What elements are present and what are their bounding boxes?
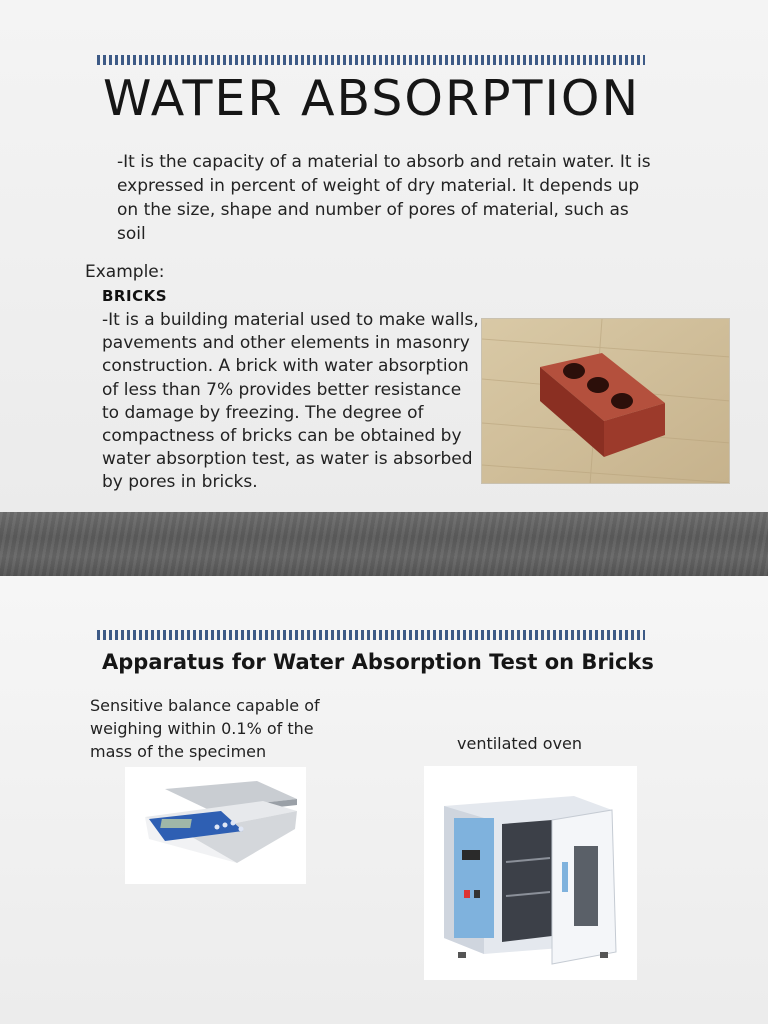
brick-photo-icon	[481, 318, 730, 484]
oven-caption: ventilated oven	[457, 734, 583, 753]
slide-divider-band	[0, 512, 768, 576]
bricks-heading: BRICKS	[102, 287, 167, 305]
bricks-description: -It is a building material used to make walls, pavements and other elements in masonry construction. A brick with water absorption of less than 7% provides better resistance to damage by freezing. The degree of compactness of bricks can be obtained by water absorption test, as water is absorbed by pores in bricks.	[102, 310, 479, 493]
page-title: WATER ABSORPTION	[103, 70, 641, 127]
decorative-stripe-bar	[97, 630, 645, 640]
example-label: Example:	[85, 262, 165, 282]
decorative-stripe-bar	[97, 55, 645, 65]
definition-text: -It is the capacity of a material to absorb and retain water. It is expressed in percent of weight of dry material. It depends up on the size, shape and number of pores of material, such as soil	[117, 152, 651, 244]
balance-caption: Sensitive balance capable of weighing within 0.1% of the mass of the specimen	[90, 696, 320, 761]
oven-photo-icon	[424, 766, 637, 980]
scale-photo-icon	[125, 767, 306, 884]
apparatus-title: Apparatus for Water Absorption Test on Bricks	[102, 650, 654, 674]
slide-apparatus	[0, 576, 768, 1024]
